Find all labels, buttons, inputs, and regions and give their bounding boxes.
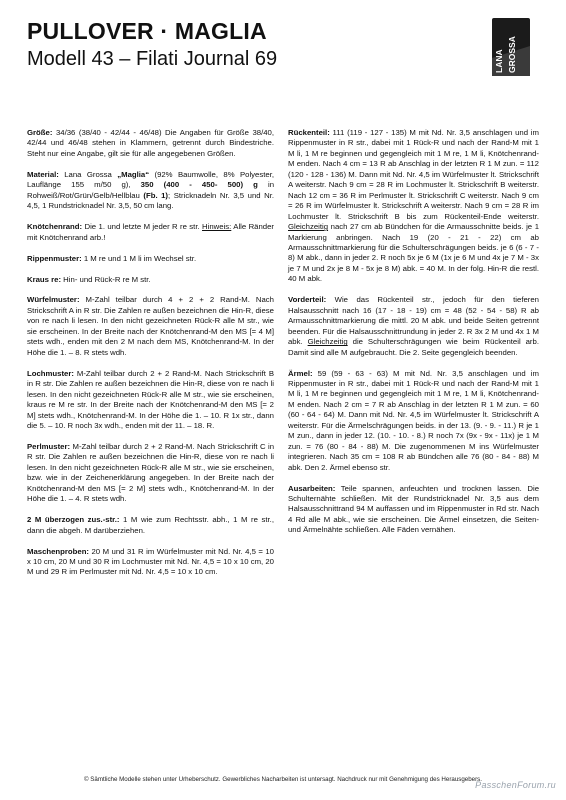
heading-lochmuster: Lochmuster:	[27, 368, 74, 378]
text-rueckenteil-1: 111 (119 - 127 - 135) M mit Nd. Nr. 3,5 anschlagen und im Rippenmuster in R str., dabei mit 1 Rück-R und nach der Rand-M mit 1 M li, 1 M re beginnen und gegengleich mit 1 M re, 1 M li, Knötchenrand-M enden. Nach 4 cm = 13 R ab Anschlag in der letzten R 1 M zun. = 112 (120 - 128 - 136) M. Dann mit Nd. Nr. 4,5 im Würfelmuster lt. Strickschrift A weiterstr. Nach 9 cm = 28 R im Lochmuster lt. Strickschrift B weiterstr. Nach 12 cm = 36 R im Perlmuster lt. Strickschrift C weiterstr. Nach 9 cm = 26 R im Würfelmuster lt. Strickschrift A weiterstr. Nach 9 cm = 28 R im Lochmuster lt. Strickschrift B bis zum Rückenteil-Ende weiterstr.	[288, 128, 539, 221]
yarn-amount: 350 (400 - 450- 500) g	[140, 180, 258, 190]
page-subtitle: Modell 43 – Filati Journal 69	[27, 48, 278, 70]
section-perlmuster	[27, 442, 274, 505]
text-perlmuster: M-Zahl teilbar durch 2 + 2 Rand-M. Nach Strickschrift C in R str. Die Zahlen re außen bezeichnen die Hin-R, diese von re nach li lesen. In den nicht gezeichneten Rück-R alle M str., wie sie erscheinen, bzw. wie in der Zeichenerklärung angegeben. In der Breite nach der Knötchenrand-M den MS [= 2 M] stets wdh., Knötchenrand-M. In der Höhe die 1. – 4. R stets wdh.	[27, 441, 274, 504]
section-knoetchenrand	[27, 222, 274, 243]
text-vorderteil-1: Wie das Rückenteil str., jedoch für den tieferen Halsausschnitt nach 16 (17 - 18 - 19) cm = 48 (52 - 54 - 58) R ab Armausschnittmarkierung die mittl. 20 M abk. und beide Seiten getrennt beenden. Für die Halsausschnittrundung in jeder 2. R 3x 2 M und 4x 1 M abk.	[288, 295, 539, 347]
section-material	[27, 170, 274, 212]
hinweis-label: Hinweis:	[202, 222, 232, 232]
heading-ueberzogen: 2 M überzogen zus.-str.:	[27, 515, 120, 525]
color-ref: (Fb. 1)	[143, 190, 169, 200]
text-knoetchenrand-1: Die 1. und letzte M jeder R re str.	[82, 222, 203, 232]
section-groesse	[27, 128, 274, 159]
section-ausarbeiten	[288, 484, 539, 536]
yarn-name: „Maglia“	[117, 169, 150, 179]
text-material-2: (92% Baumwolle, 8% Polyester, Lauflänge 155 m/50 g),	[27, 169, 274, 190]
heading-perlmuster: Perlmuster:	[27, 441, 71, 451]
site-watermark: PasschenForum.ru	[475, 780, 556, 790]
text-knoetchenrand-2: Alle Ränder mit Knötchenrand arb.!	[27, 222, 274, 242]
heading-knoetchenrand: Knötchenrand:	[27, 222, 83, 232]
svg-text:GROSSA: GROSSA	[507, 36, 517, 73]
gleichzeitig-label: Gleichzeitig	[307, 337, 348, 347]
section-lochmuster	[27, 369, 274, 432]
text-material-4: ; Stricknadeln Nr. 3,5 und Nr. 4,5, 1 Rundstricknadel Nr. 3,5, 50 cm lang.	[27, 190, 275, 211]
section-vorderteil	[288, 295, 539, 358]
text-wuerfelmuster: M-Zahl teilbar durch 4 + 2 + 2 Rand-M. Nach Strickschrift A in R str. Die Zahlen re außen bezeichnen die Hin-R, diese von re nach li lesen. In den nicht gezeichneten Rück-R alle M str., wie sie erscheinen. In der Breite nach der Knötchenrand-M den MS [= 4 M] stets wdh., enden mit den 2 M nach dem MS, Knötchenrand-M. In der Höhe die 1. – 8. R stets wdh.	[27, 295, 274, 357]
copyright-notice: © Sämtliche Modelle stehen unter Urheberschutz. Gewerbliches Nacharbeiten ist untersagt. Nachdruck nur mit Genehmigung des Herausgebers.	[83, 776, 482, 783]
text-rueckenteil-2: nach 27 cm ab Bündchen für die Armausschnitte beids. je 1 Markierung anbringen. Nach 19 (20 - 21 - 22) cm ab Armausschnittmarkierung für die Schulterschrägungen beids. je 6 (6 - 7 - 8) M abk., dann in jeder 2. R noch 5x je 6 M (1x je 6 M und 4x je 7 M - 3x je 7 M und 2x je 8 M - 5x je 8 M) abk. = 40 M. In der folg. Hin-R die restl. 40 M abk.	[288, 222, 539, 284]
text-vorderteil-2: die Schulterschrägungen wie beim Rückenteil arb. Damit sind alle M aufgebraucht. Die 2. Seite gegengleich beenden.	[288, 337, 539, 357]
heading-vorderteil: Vorderteil:	[288, 295, 327, 305]
text-maschenproben: 20 M und 31 R im Würfelmuster mit Nd. Nr. 4,5 = 10 x 10 cm, 20 M und 30 R im Lochmuster mit Nd. Nr. 4,5 = 10 x 10 cm, 20 M und 29 R im Perlmuster mit Nd. Nr. 4,5 = 10 x 10 cm.	[27, 546, 274, 577]
section-rippenmuster	[27, 254, 274, 264]
heading-kraus: Kraus re:	[27, 274, 62, 284]
text-material-1: Lana Grossa	[58, 169, 118, 179]
section-aermel	[288, 369, 539, 474]
section-wuerfelmuster	[27, 295, 274, 358]
heading-groesse: Größe:	[27, 128, 53, 137]
section-ueberzogen	[27, 515, 274, 536]
text-rippenmuster: 1 M re und 1 M li im Wechsel str.	[81, 253, 197, 263]
text-ausarbeiten: Teile spannen, anfeuchten und trocknen lassen. Die Schulternähte schließen. Mit der Rundstricknadel Nr. 3,5 aus dem Halsausschnittrand 94 M auffassen und im Rippenmuster in Rd str. Nach 4 Rd alle M abk., wie sie erscheinen. Die Ärmel einsetzen, die Seiten- und Ärmelnähte schließen. Alle Fäden vernähen.	[288, 483, 539, 535]
svg-text:LANA: LANA	[494, 49, 504, 73]
section-kraus	[27, 275, 274, 285]
text-lochmuster: M-Zahl teilbar durch 2 + 2 Rand-M. Nach Strickschrift B in R str. Die Zahlen re außen bezeichnen die Hin-R, diese von re nach li lesen. In den nicht gezeichneten Rück-R alle M str., wie sie erscheinen, kraus re M re str. In der Breite nach der Knötchenrand-M den MS [= 2 M] stets wdh., Knötchenrand-M. In der Höhe die 1. – 10. R 1x str., dann die 5. – 10. R noch 3x wdh., enden mit der 11. – 18. R.	[27, 368, 274, 430]
left-column	[27, 128, 274, 588]
text-aermel: 59 (59 - 63 - 63) M mit Nd. Nr. 3,5 anschlagen und im Rippenmuster in R str., dabei mit 1 Rück-R und nach der Rand-M mit 1 M li, 1 M re beginnen und gegengleich mit 1 M re, 1 M li, Knötchenrand-M enden. Nach 2 cm = 7 R ab Anschlag in der letzten R 1 M zun. = 60 (60 - 64 - 64) M. Dann mit Nd. Nr. 4,5 im Würfelmuster lt. Strickschrift A weiterstr. Für die Ärmelschrägungen beids. in der 13. (9. - 9. - 11.) R je 1 M zun., dann in jeder 12. (10. - 10. - 8.) R noch 7x (9x - 9x - 11x) je 1 M zun. = 76 (80 - 84 - 88) M. Die zugenommenen M ins Würfelmuster integrieren. Nach 35 cm = 108 R ab Bündchen alle 76 (80 - 84 - 88) M abk. Den 2. Ärmel ebenso str.	[288, 368, 539, 472]
heading-rueckenteil: Rückenteil:	[288, 128, 330, 137]
section-rueckenteil	[288, 128, 539, 285]
heading-material: Material:	[27, 169, 59, 179]
right-column	[288, 128, 539, 546]
heading-maschenproben: Maschenproben:	[27, 546, 90, 556]
heading-rippenmuster: Rippenmuster:	[27, 253, 82, 263]
section-maschenproben	[27, 547, 274, 578]
text-material-3: in Rohweiß/Rot/Grün/Gelb/Hellblau	[27, 180, 274, 200]
text-kraus: Hin- und Rück-R re M str.	[61, 274, 151, 284]
text-ueberzogen: 1 M wie zum Rechtsstr. abh., 1 M re str., dann die abgeh. M darüberziehen.	[27, 515, 274, 535]
gleichzeitig-label: Gleichzeitig	[288, 222, 329, 232]
page-title: PULLOVER · MAGLIA	[27, 18, 267, 44]
heading-aermel: Ärmel:	[288, 368, 313, 378]
lana-grossa-logo	[492, 18, 530, 76]
heading-wuerfelmuster: Würfelmuster:	[27, 295, 80, 305]
text-groesse: 34/36 (38/40 - 42/44 - 46/48) Die Angaben für Größe 38/40, 42/44 und 46/48 stehen in Klammern, getrennt durch Bindestriche. Steht nur eine Angabe, gilt sie für alle angegebenen Größen.	[27, 128, 274, 158]
heading-ausarbeiten: Ausarbeiten:	[288, 483, 336, 493]
